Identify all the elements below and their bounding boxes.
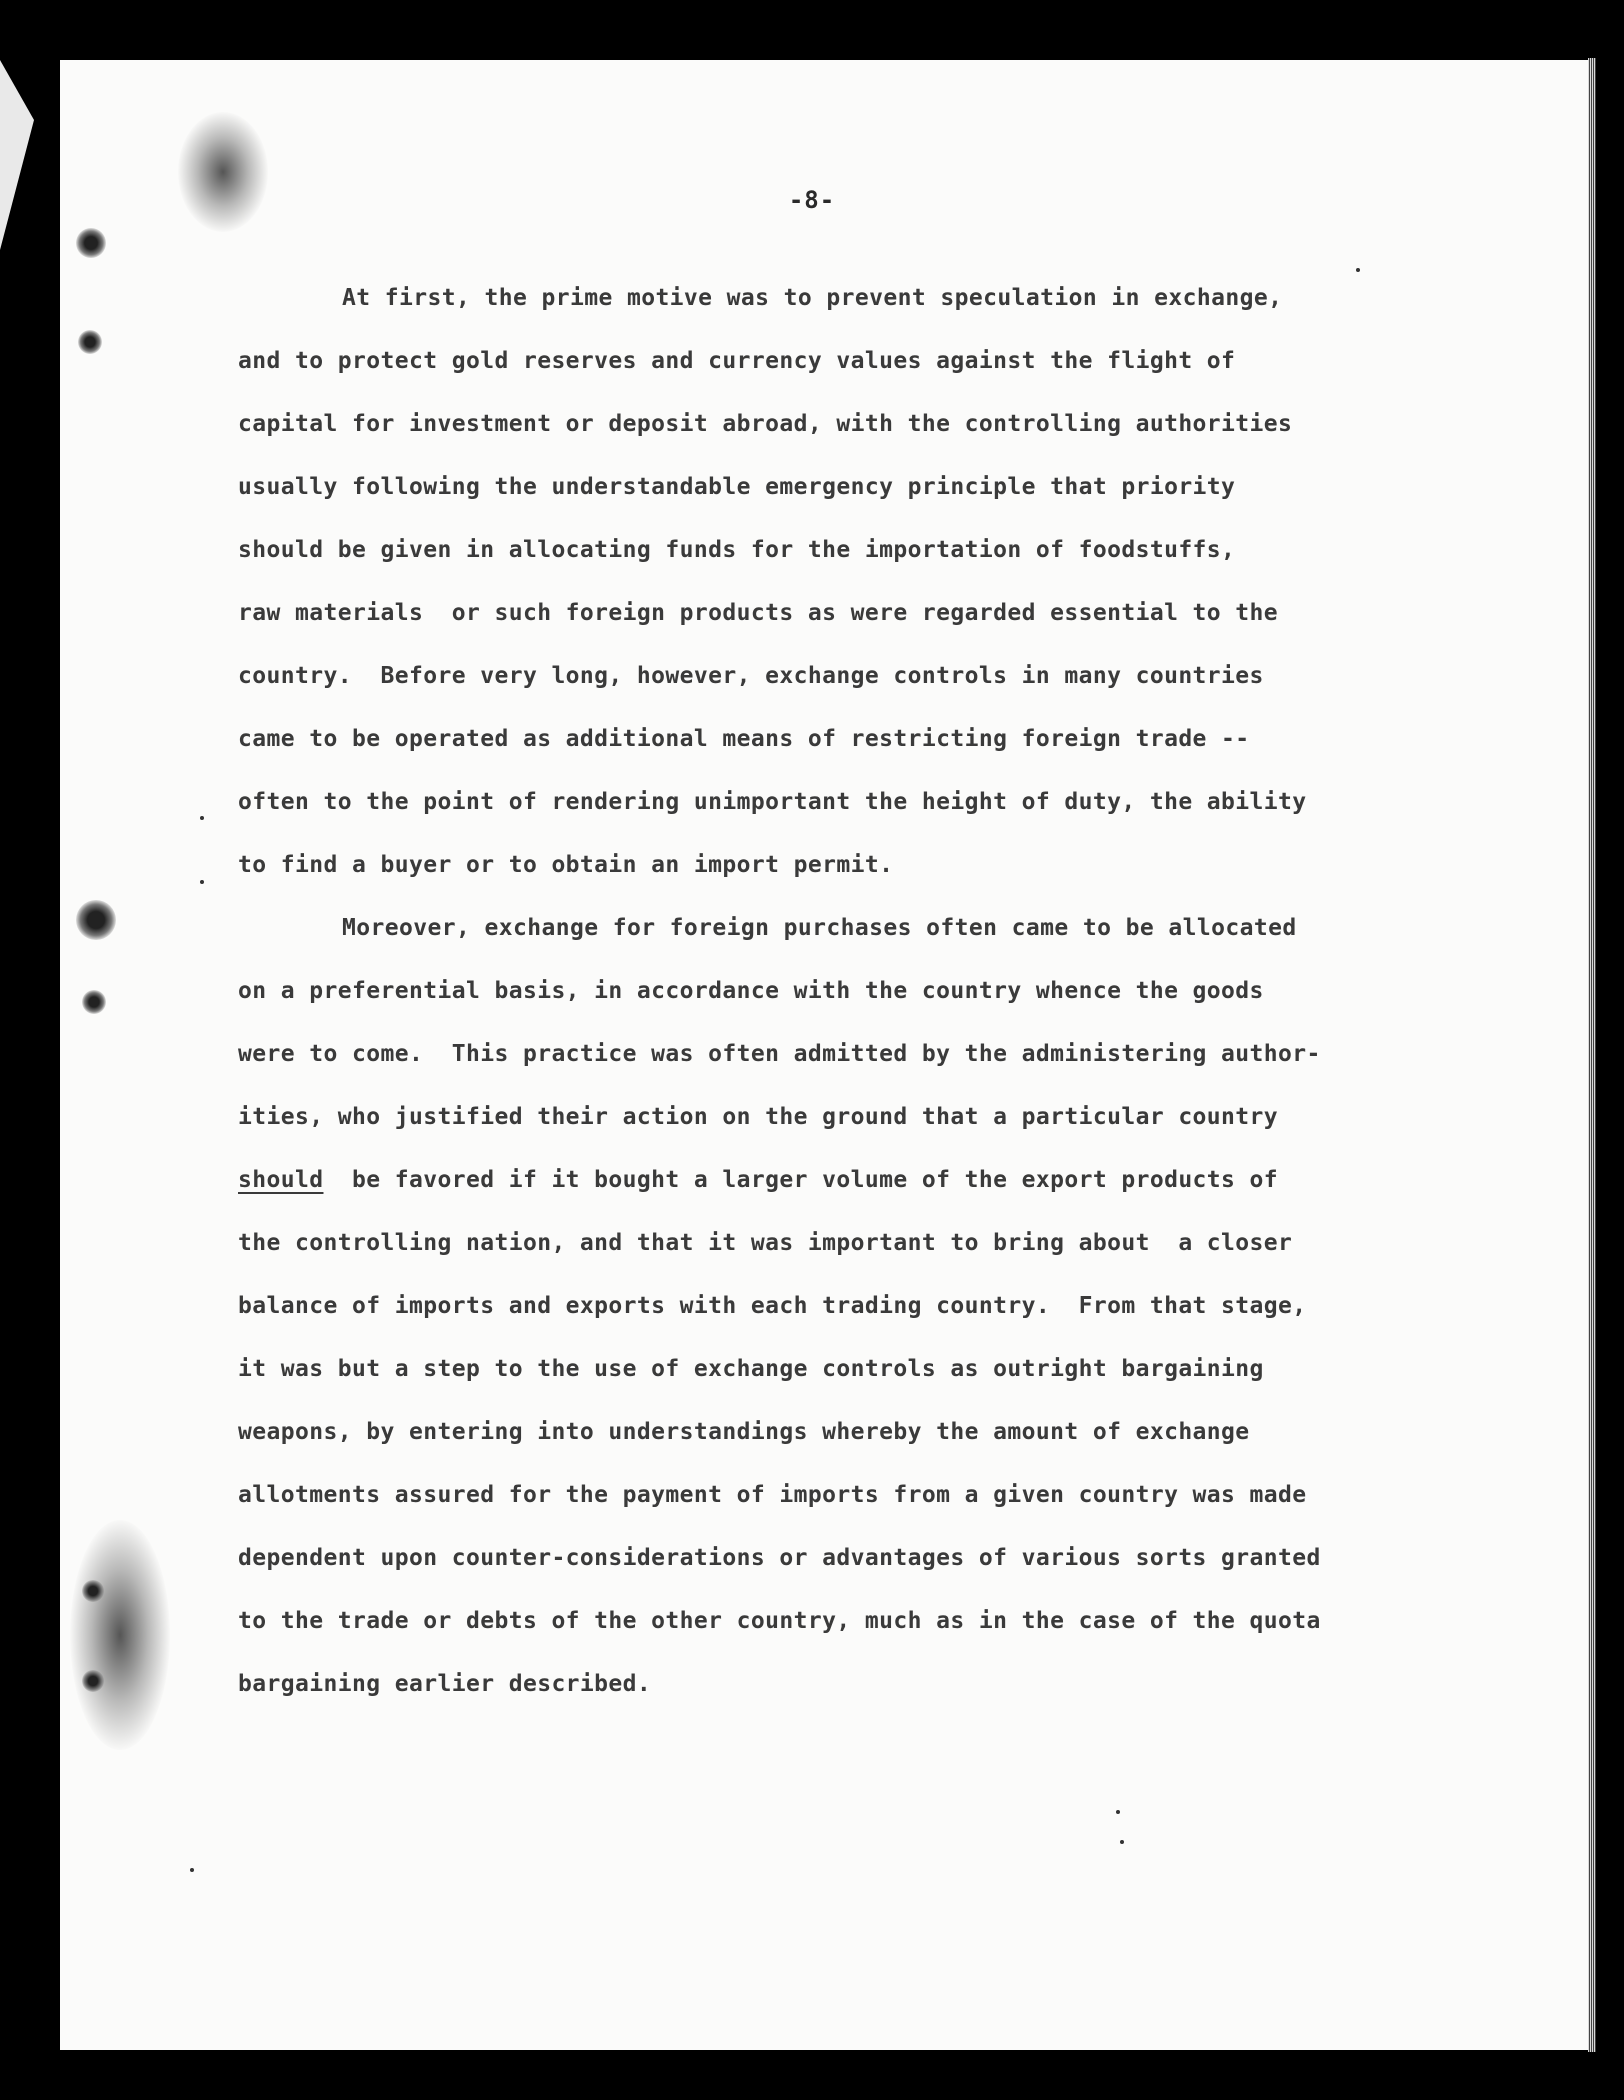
text-line: capital for investment or deposit abroad, with the controlling authorities [238, 411, 1293, 437]
paragraph [238, 908, 1458, 1727]
text-line: ities, who justified their action on the ground that a particular country [238, 1104, 1279, 1130]
dust-speck [1116, 1810, 1120, 1814]
binding-mark [82, 1580, 104, 1602]
binding-mark [76, 228, 106, 258]
text-line: it was but a step to the use of exchange controls as outright bargaining [238, 1356, 1264, 1382]
text-line: on a preferential basis, in accordance with the country whence the goods [238, 978, 1264, 1004]
dust-speck [1120, 1840, 1124, 1844]
text-line: balance of imports and exports with each trading country. From that stage, [238, 1293, 1307, 1319]
dust-speck [190, 1868, 194, 1872]
text-line: came to be operated as additional means of restricting foreign trade -- [238, 726, 1250, 752]
text-line: Moreover, exchange for foreign purchases often came to be allocated [342, 915, 1297, 941]
punch-hole-shadow [70, 1520, 170, 1750]
stacked-paper-edge [1588, 58, 1596, 2052]
text-line-rest: be favored if it bought a larger volume of the export products of [323, 1167, 1279, 1193]
text-line: the controlling nation, and that it was important to bring about a closer [238, 1230, 1293, 1256]
binding-mark [82, 1670, 104, 1692]
binding-mark [82, 990, 106, 1014]
binding-mark [78, 330, 102, 354]
paragraph [238, 278, 1458, 908]
text-line: country. Before very long, however, exchange controls in many countries [238, 663, 1264, 689]
text-line [238, 1160, 1458, 1223]
punch-hole-shadow [178, 112, 268, 232]
text-line: raw materials or such foreign products as were regarded essential to the [238, 600, 1279, 626]
document-body [238, 278, 1458, 1727]
text-line: and to protect gold reserves and currency values against the flight of [238, 348, 1236, 374]
page-number: -8- [788, 186, 836, 214]
dust-speck [1356, 268, 1360, 272]
text-line: dependent upon counter-considerations or advantages of various sorts granted [238, 1545, 1321, 1571]
text-line: At first, the prime motive was to prevent speculation in exchange, [342, 285, 1283, 311]
text-line: often to the point of rendering unimportant the height of duty, the ability [238, 789, 1307, 815]
dust-speck [200, 816, 204, 820]
underlined-word: should [238, 1167, 324, 1193]
text-line: weapons, by entering into understandings whereby the amount of exchange [238, 1419, 1250, 1445]
punch-hole [76, 900, 116, 940]
text-line: to find a buyer or to obtain an import permit. [238, 852, 894, 878]
text-line: should be given in allocating funds for the importation of foodstuffs, [238, 537, 1236, 563]
text-line: allotments assured for the payment of imports from a given country was made [238, 1482, 1307, 1508]
text-line: usually following the understandable emergency principle that priority [238, 474, 1236, 500]
text-line: bargaining earlier described. [238, 1671, 652, 1697]
text-line: to the trade or debts of the other country, much as in the case of the quota [238, 1608, 1321, 1634]
folded-corner [0, 60, 34, 250]
text-line: were to come. This practice was often admitted by the administering author- [238, 1041, 1321, 1067]
dust-speck [200, 880, 204, 884]
